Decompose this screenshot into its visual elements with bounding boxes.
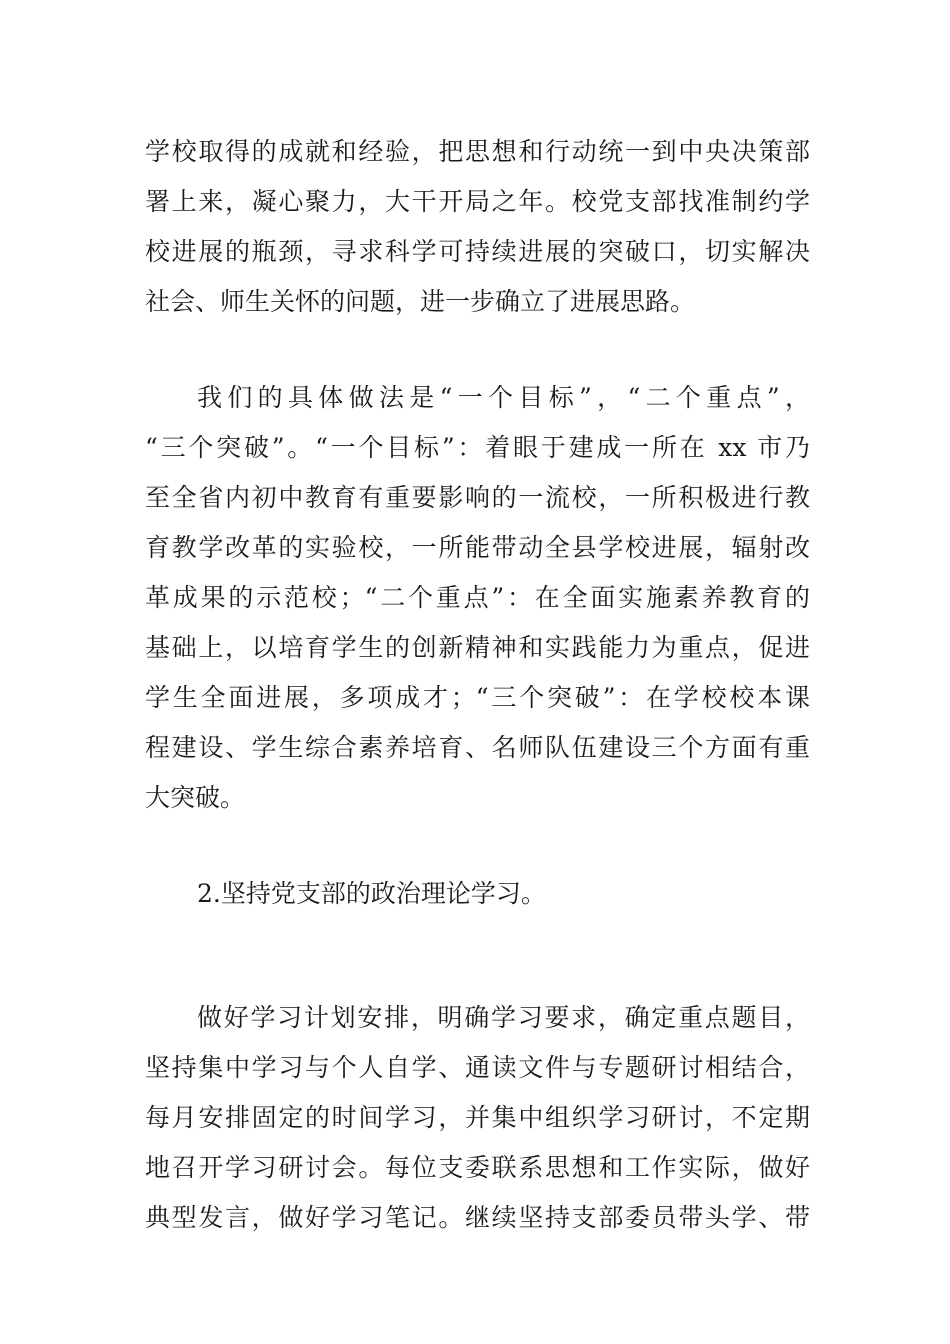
paragraph-3: [145, 993, 810, 1243]
paragraph-2: [145, 373, 810, 823]
paragraph-line: 育教学改革的实验校，一所能带动全县学校进展，辐射改: [145, 533, 810, 562]
paragraph-line: 做好学习计划安排，明确学习要求，确定重点题目，: [197, 1003, 810, 1032]
paragraph-line: 我们的具体做法是“一个目标”，“二个重点”，: [197, 383, 810, 412]
paragraph-line: 署上来，凝心聚力，大干开局之年。校党支部找准制约学: [145, 187, 810, 216]
paragraph-line: 学生全面进展，多项成才；“三个突破”：在学校校本课: [145, 683, 810, 712]
paragraph-1: [145, 127, 810, 327]
paragraph-line: 基础上，以培育学生的创新精神和实践能力为重点，促进: [145, 633, 810, 662]
paragraph-line: 典型发言，做好学习笔记。继续坚持支部委员带头学、带: [145, 1203, 810, 1232]
paragraph-line: 坚持集中学习与个人自学、通读文件与专题研讨相结合，: [145, 1053, 810, 1082]
paragraph-line: 革成果的示范校；“二个重点”：在全面实施素养教育的: [145, 583, 810, 612]
paragraph-line: “三个突破”。“一个目标”：着眼于建成一所在 xx 市乃: [145, 433, 810, 462]
paragraph-line: 社会、师生关怀的问题，进一步确立了进展思路。: [145, 287, 696, 316]
paragraph-line: 大突破。: [145, 783, 246, 812]
paragraph-line: 程建设、学生综合素养培育、名师队伍建设三个方面有重: [145, 733, 810, 762]
section-heading: [145, 869, 810, 919]
paragraph-line: 每月安排固定的时间学习，并集中组织学习研讨，不定期: [145, 1103, 810, 1132]
paragraph-line: 学校取得的成就和经验，把思想和行动统一到中央决策部: [145, 137, 810, 166]
paragraph-line: 地召开学习研讨会。每位支委联系思想和工作实际，做好: [145, 1153, 810, 1182]
heading-text: 2.坚持党支部的政治理论学习。: [197, 879, 546, 908]
paragraph-line: 至全省内初中教育有重要影响的一流校，一所积极进行教: [145, 483, 810, 512]
paragraph-line: 校进展的瓶颈，寻求科学可持续进展的突破口，切实解决: [145, 237, 810, 266]
